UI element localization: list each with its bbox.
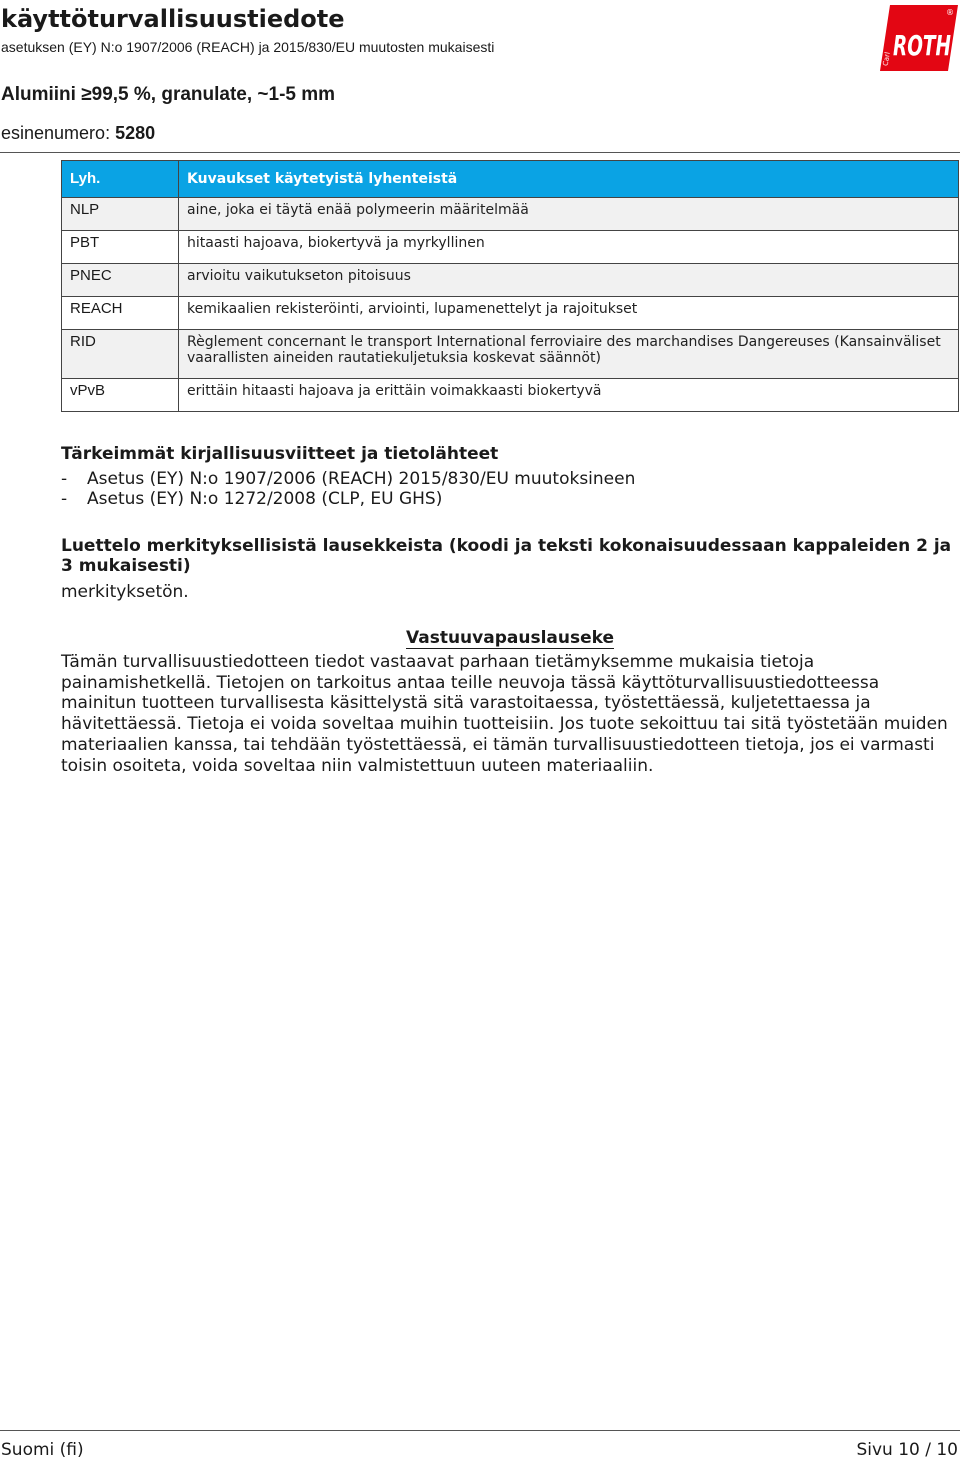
table-header-row (62, 161, 959, 198)
footer-page-number: Sivu 10 / 10 (856, 1440, 958, 1460)
document-title: käyttöturvallisuustiedote (1, 5, 345, 33)
references-section (61, 444, 959, 509)
reference-text: Asetus (EY) N:o 1907/2006 (REACH) 2015/830/EU muutoksineen (87, 469, 636, 489)
footer-language: Suomi (fi) (1, 1440, 84, 1460)
item-number-label: esinenumero: (1, 123, 116, 143)
disclaimer-section (61, 627, 959, 776)
roth-logo-text: ROTH (893, 29, 951, 62)
description-cell: hitaasti hajoava, biokertyvä ja myrkyllinen (179, 231, 959, 264)
description-cell: aine, joka ei täytä enää polymeerin määritelmää (179, 198, 959, 231)
table-row (62, 264, 959, 297)
roth-logo-reg: ® (946, 8, 954, 17)
table-row (62, 297, 959, 330)
footer-divider (0, 1430, 960, 1431)
reference-item (61, 469, 959, 489)
abbr-cell: RID (62, 330, 179, 379)
disclaimer-text: Tämän turvallisuustiedotteen tiedot vastaavat parhaan tietämyksemme mukaisia tietoja painamishetkellä. Tietojen on tarkoitus antaa teille neuvoja tässä käyttöturvallisuustiedotteessa mainitun tuotteen turvallisesta käsittelystä sitä varastoitaessa, työstettäessä, kuljetettaessa ja hävitettäessä. Tietoja ei voida soveltaa muihin tuotteisiin. Jos tuote sekoittuu tai sitä työstetään muiden materiaalien kanssa, tai tehdään työstettäessä, ei tämän turvallisuustiedotteen tietoja, jos ei varmasti toisin osoiteta, voida soveltaa niin valmistettuun uuteen materiaaliin. (61, 652, 948, 776)
description-cell: Règlement concernant le transport International ferroviaire des marchandises Dangereuses (Kansainväliset vaarallisten aineiden rautatiekuljetuksia koskevat säännöt) (179, 330, 959, 379)
document-header (0, 0, 960, 154)
header-divider (0, 152, 960, 153)
references-title: Tärkeimmät kirjallisuusviitteet ja tietolähteet (61, 444, 499, 464)
abbr-cell: NLP (62, 198, 179, 231)
disclaimer-title-text: Vastuuvapauslauseke (406, 628, 614, 648)
clauses-section (61, 536, 959, 602)
table-row (62, 198, 959, 231)
description-cell: arvioitu vaikutukseton pitoisuus (179, 264, 959, 297)
reference-text: Asetus (EY) N:o 1272/2008 (CLP, EU GHS) (87, 489, 443, 509)
clauses-title: Luettelo merkityksellisistä lausekkeista (koodi ja teksti kokonaisuudessaan kappaleiden 2 ja 3 mukaisesti) (61, 536, 952, 576)
abbr-cell: PNEC (62, 264, 179, 297)
item-number-value: 5280 (115, 123, 156, 143)
description-cell: kemikaalien rekisteröinti, arviointi, lupamenettelyt ja rajoitukset (179, 297, 959, 330)
table-header-abbr: Lyh. (62, 161, 179, 198)
document-subtitle: asetuksen (EY) N:o 1907/2006 (REACH) ja 2015/830/EU muutosten mukaisesti (1, 39, 495, 55)
abbr-cell: vPvB (62, 379, 179, 412)
description-cell: erittäin hitaasti hajoava ja erittäin voimakkaasti biokertyvä (179, 379, 959, 412)
item-number-line (1, 122, 155, 144)
table-row (62, 231, 959, 264)
abbr-cell: REACH (62, 297, 179, 330)
table-row (62, 379, 959, 412)
roth-logo-small: Carl (881, 51, 892, 67)
roth-logo (880, 5, 958, 71)
reference-item (61, 489, 959, 509)
table-row (62, 330, 959, 379)
abbreviations-table (61, 160, 959, 412)
reference-dash: - (61, 489, 68, 509)
product-name: Alumiini ≥99,5 %, granulate, ~1-5 mm (1, 84, 336, 105)
table-header-description: Kuvaukset käytetyistä lyhenteistä (179, 161, 959, 198)
abbr-cell: PBT (62, 231, 179, 264)
clauses-text: merkityksetön. (61, 582, 189, 602)
reference-dash: - (61, 469, 68, 489)
disclaimer-title (61, 627, 959, 649)
